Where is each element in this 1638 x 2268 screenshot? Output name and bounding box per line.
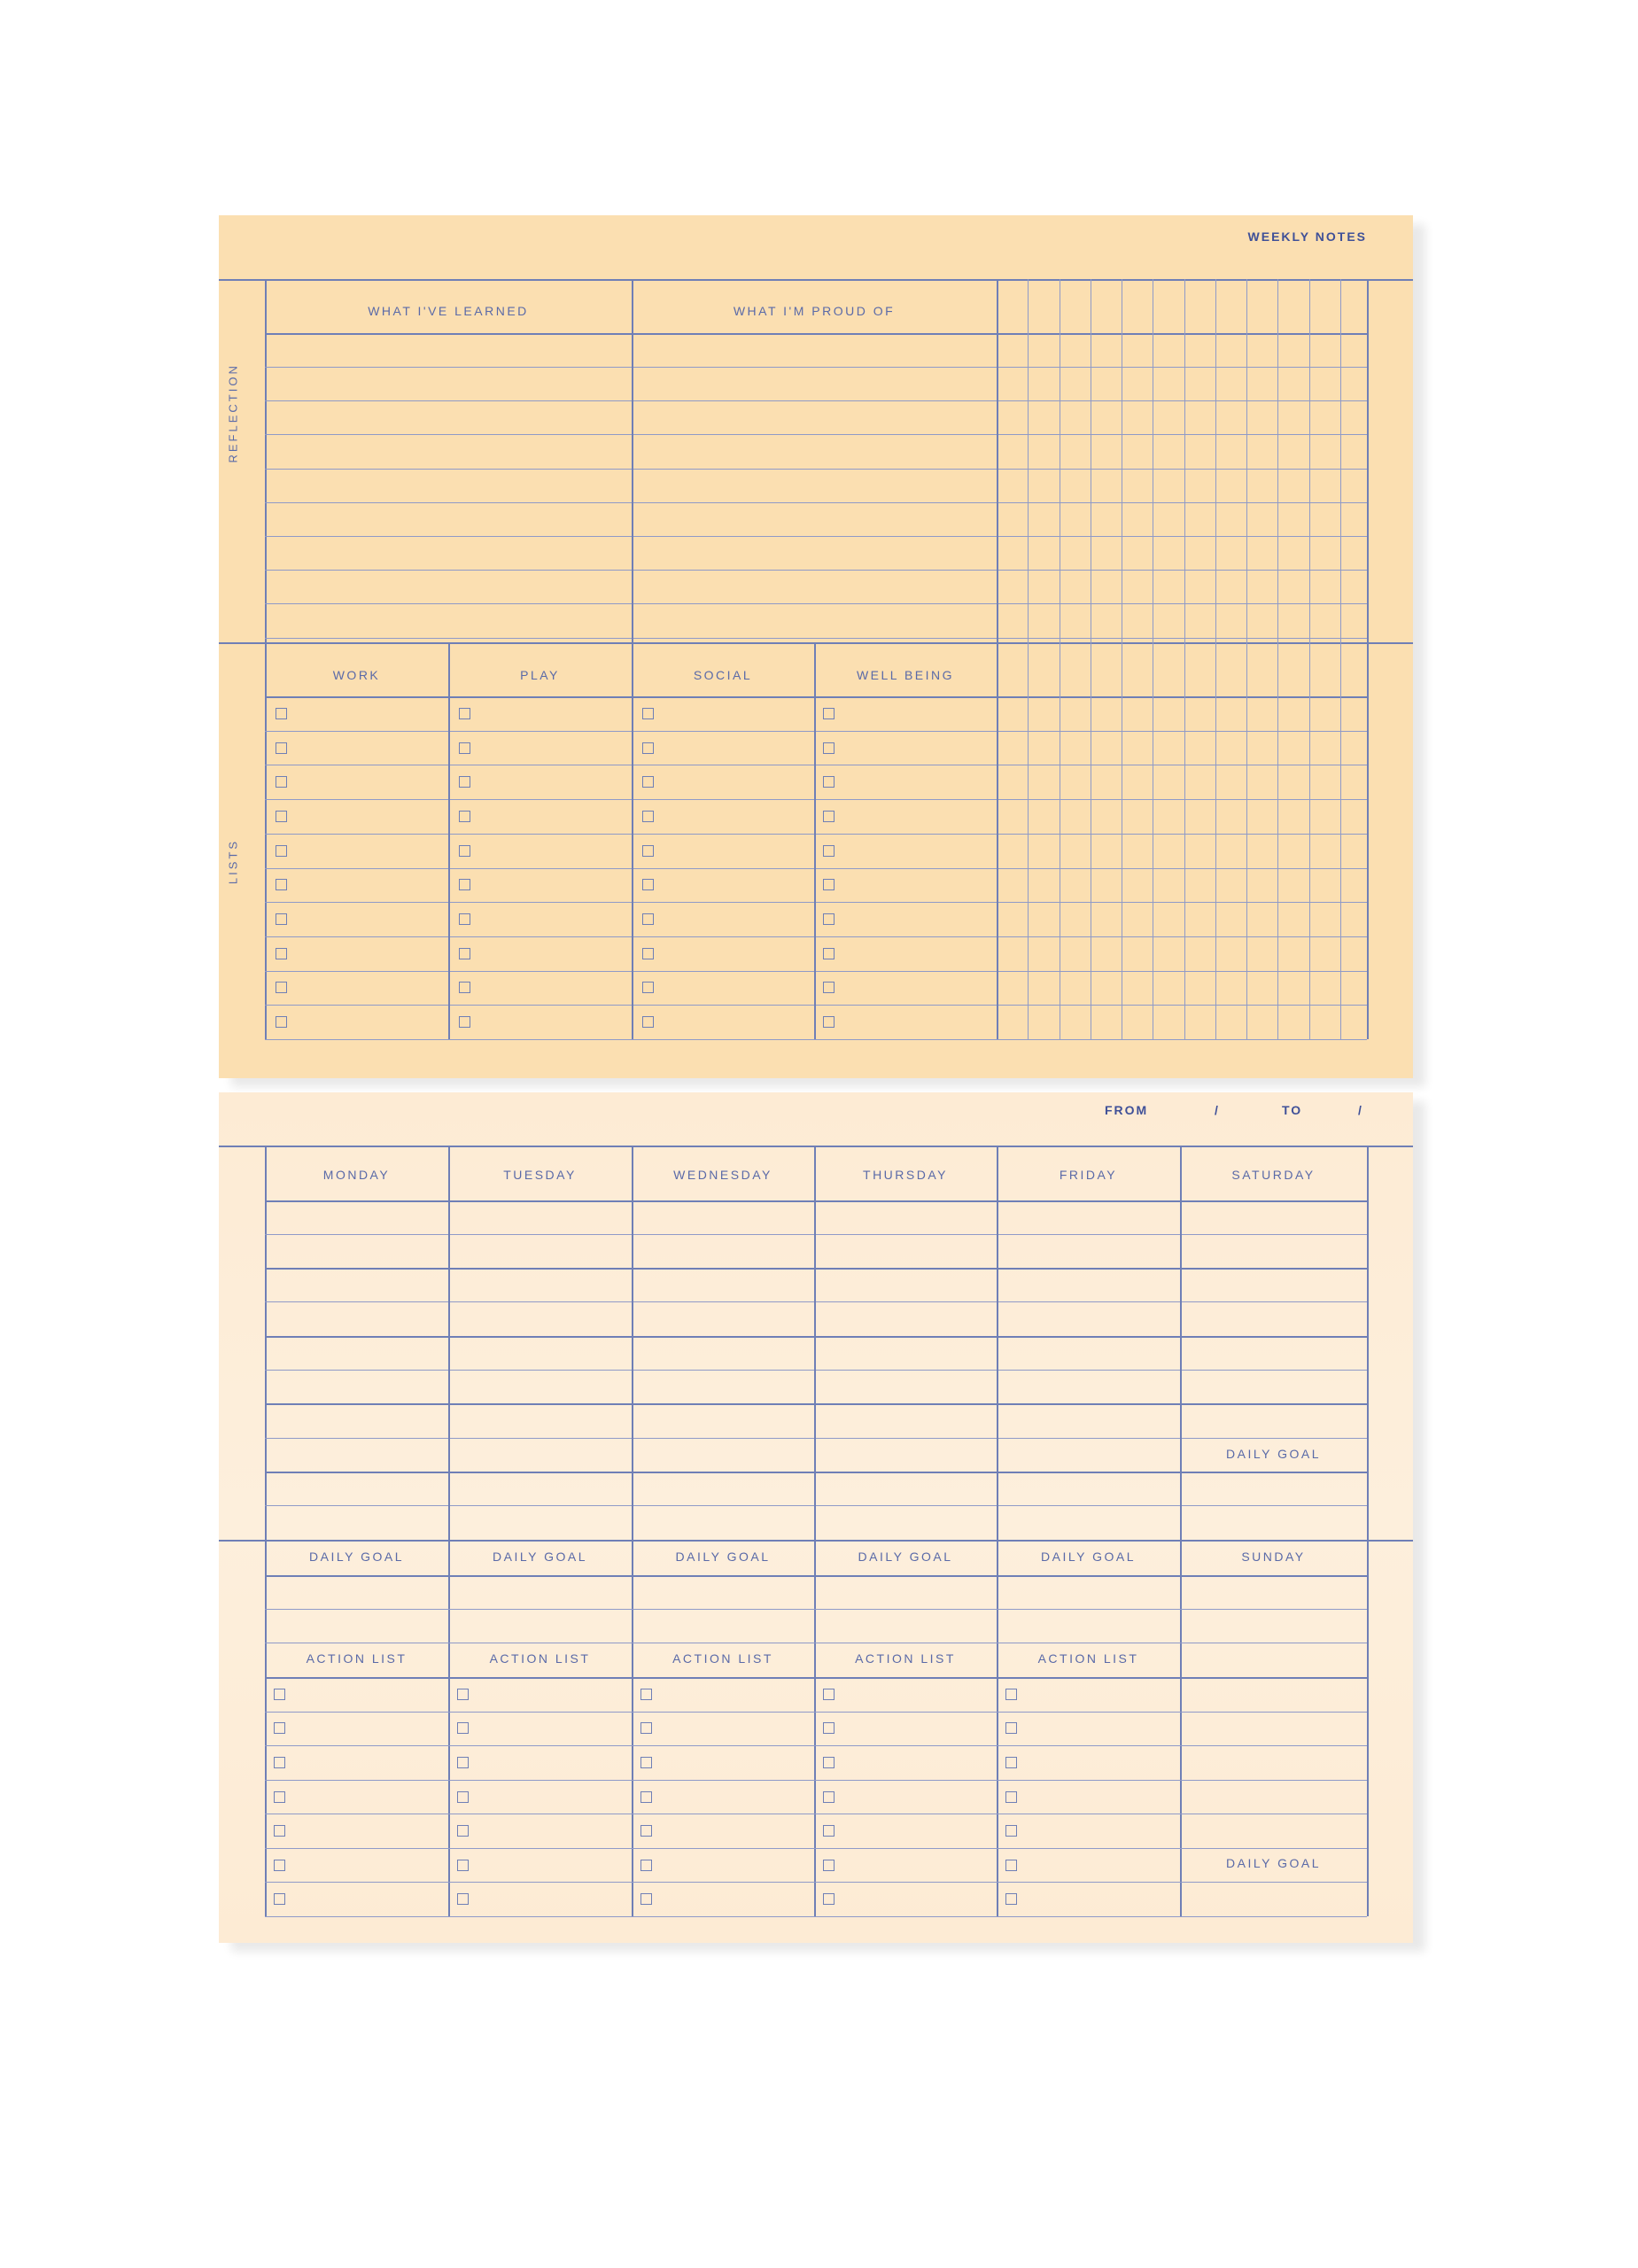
wednesday-action-list: ACTION LIST: [672, 1651, 773, 1666]
tracker-col-line: [1028, 279, 1029, 1039]
planner-line: [265, 1336, 1367, 1338]
planner-line: [265, 1268, 1367, 1270]
list-checkbox[interactable]: [276, 742, 287, 754]
sheet-title: WEEKLY NOTES: [1247, 229, 1367, 244]
action-checkbox[interactable]: [823, 1722, 835, 1734]
list-checkbox[interactable]: [459, 811, 470, 822]
day-col-divider: [814, 1146, 816, 1916]
day-col-divider: [1180, 1146, 1182, 1916]
list-col-divider: [632, 642, 633, 1039]
planner-line: [265, 1234, 1367, 1235]
action-checkbox[interactable]: [274, 1893, 285, 1905]
lists-label: LISTS: [226, 838, 240, 885]
header-rule: [219, 1146, 1413, 1147]
list-checkbox[interactable]: [459, 845, 470, 857]
list-checkbox[interactable]: [459, 913, 470, 925]
list-checkbox[interactable]: [276, 708, 287, 719]
list-line: [265, 936, 1367, 937]
action-checkbox[interactable]: [457, 1791, 469, 1803]
action-checkbox[interactable]: [1005, 1893, 1017, 1905]
list-line: [265, 971, 1367, 972]
action-line: [265, 1745, 1367, 1746]
reflection-line: [265, 367, 1367, 368]
tracker-col-line: [1184, 279, 1185, 1039]
action-checkbox[interactable]: [457, 1689, 469, 1700]
reflection-col-divider: [632, 279, 633, 642]
action-checkbox[interactable]: [640, 1860, 652, 1871]
wednesday-header: WEDNESDAY: [673, 1168, 772, 1182]
list-checkbox[interactable]: [459, 742, 470, 754]
list-checkbox[interactable]: [642, 1016, 654, 1028]
tracker-col-line: [1215, 279, 1216, 1039]
reflection-line: [265, 400, 1367, 401]
thursday-header: THURSDAY: [863, 1168, 948, 1182]
tracker-col-line: [1246, 279, 1247, 1039]
list-checkbox[interactable]: [642, 708, 654, 719]
action-checkbox[interactable]: [1005, 1722, 1017, 1734]
section-divider: [219, 1540, 1413, 1542]
list-checkbox[interactable]: [642, 811, 654, 822]
list-checkbox[interactable]: [459, 1016, 470, 1028]
bottom-rule: [265, 1039, 1367, 1040]
list-checkbox[interactable]: [642, 742, 654, 754]
list-col-divider: [814, 642, 816, 1039]
list-checkbox[interactable]: [823, 742, 835, 754]
list-checkbox[interactable]: [459, 708, 470, 719]
wednesday-daily-goal: DAILY GOAL: [675, 1550, 771, 1564]
list-line: [265, 1005, 1367, 1006]
list-checkbox[interactable]: [276, 982, 287, 993]
goal-line: [265, 1609, 1367, 1610]
lists-header-rule: [265, 696, 1367, 698]
saturday-header: SATURDAY: [1231, 1168, 1316, 1182]
list-checkbox[interactable]: [459, 948, 470, 959]
list-checkbox[interactable]: [823, 1016, 835, 1028]
list-checkbox[interactable]: [823, 776, 835, 788]
list-col-divider: [448, 642, 450, 1039]
action-checkbox[interactable]: [823, 1791, 835, 1803]
action-line: [265, 1780, 1367, 1781]
friday-action-list: ACTION LIST: [1037, 1651, 1139, 1666]
friday-daily-goal: DAILY GOAL: [1041, 1550, 1136, 1564]
action-checkbox[interactable]: [640, 1722, 652, 1734]
reflection-label: REFLECTION: [226, 363, 240, 463]
planner-line: [265, 1301, 1367, 1302]
list-checkbox[interactable]: [823, 879, 835, 890]
planner-line: [265, 1438, 1367, 1439]
action-checkbox[interactable]: [274, 1825, 285, 1837]
action-checkbox[interactable]: [640, 1893, 652, 1905]
list-line: [265, 799, 1367, 800]
bottom-rule: [265, 1916, 1367, 1917]
weekly-notes-sheet: [219, 215, 1413, 1078]
action-checkbox[interactable]: [274, 1791, 285, 1803]
action-checkbox[interactable]: [823, 1757, 835, 1768]
sunday-daily-goal: DAILY GOAL: [1226, 1856, 1321, 1870]
action-checkbox[interactable]: [823, 1860, 835, 1871]
list-line: [265, 731, 1367, 732]
list-checkbox[interactable]: [276, 1016, 287, 1028]
list-checkbox[interactable]: [276, 879, 287, 890]
reflection-header-rule: [265, 333, 1367, 335]
list-checkbox[interactable]: [823, 845, 835, 857]
list-checkbox[interactable]: [459, 982, 470, 993]
sunday-header: SUNDAY: [1241, 1550, 1306, 1564]
monday-header: MONDAY: [322, 1168, 391, 1182]
reflection-line: [265, 434, 1367, 435]
action-checkbox[interactable]: [274, 1860, 285, 1871]
action-checkbox[interactable]: [1005, 1791, 1017, 1803]
action-checkbox[interactable]: [457, 1825, 469, 1837]
reflection-line: [265, 638, 1367, 639]
action-checkbox[interactable]: [274, 1722, 285, 1734]
well-being-header: WELL BEING: [856, 668, 955, 682]
action-checkbox[interactable]: [640, 1689, 652, 1700]
reflection-line: [265, 603, 1367, 604]
list-checkbox[interactable]: [642, 879, 654, 890]
tracker-col-line: [1309, 279, 1310, 1039]
action-checkbox[interactable]: [823, 1893, 835, 1905]
social-header: SOCIAL: [693, 668, 753, 682]
action-checkbox[interactable]: [1005, 1860, 1017, 1871]
day-col-divider: [997, 1146, 998, 1916]
list-checkbox[interactable]: [642, 845, 654, 857]
planner-line: [265, 1472, 1367, 1473]
list-checkbox[interactable]: [276, 913, 287, 925]
list-checkbox[interactable]: [823, 811, 835, 822]
right-margin-line: [1367, 1146, 1369, 1916]
tracker-divider: [997, 279, 998, 1039]
saturday-daily-goal: DAILY GOAL: [1226, 1447, 1321, 1461]
left-margin-line: [265, 1146, 267, 1916]
thursday-action-list: ACTION LIST: [855, 1651, 956, 1666]
list-line: [265, 868, 1367, 869]
monday-daily-goal: DAILY GOAL: [309, 1550, 404, 1564]
action-line: [265, 1712, 1367, 1713]
right-margin-line: [1367, 279, 1369, 1039]
day-col-divider: [632, 1146, 633, 1916]
list-checkbox[interactable]: [459, 879, 470, 890]
goal-header-rule: [265, 1575, 1367, 1577]
tuesday-daily-goal: DAILY GOAL: [493, 1550, 587, 1564]
proud-header: WHAT I'M PROUD OF: [733, 304, 896, 318]
list-checkbox[interactable]: [642, 776, 654, 788]
date-separator-1[interactable]: /: [1215, 1103, 1220, 1117]
reflection-line: [265, 502, 1367, 503]
action-line: [265, 1848, 1367, 1849]
list-line: [265, 834, 1367, 835]
tracker-col-line: [1340, 279, 1341, 1039]
play-header: PLAY: [520, 668, 560, 682]
list-checkbox[interactable]: [276, 948, 287, 959]
learned-header: WHAT I'VE LEARNED: [368, 304, 529, 318]
left-margin-line: [265, 279, 267, 1039]
from-label: FROM: [1105, 1103, 1149, 1117]
monday-action-list: ACTION LIST: [306, 1651, 408, 1666]
reflection-line: [265, 536, 1367, 537]
action-checkbox[interactable]: [274, 1689, 285, 1700]
list-checkbox[interactable]: [276, 776, 287, 788]
list-checkbox[interactable]: [642, 982, 654, 993]
action-line: [265, 1882, 1367, 1883]
friday-header: FRIDAY: [1059, 1168, 1118, 1182]
list-line: [265, 902, 1367, 903]
tracker-col-line: [1277, 279, 1278, 1039]
list-checkbox[interactable]: [823, 982, 835, 993]
list-checkbox[interactable]: [276, 845, 287, 857]
planner-line: [265, 1505, 1367, 1506]
action-header-rule: [265, 1677, 1367, 1679]
work-header: WORK: [332, 668, 381, 682]
days-header-rule: [265, 1200, 1367, 1202]
tuesday-header: TUESDAY: [503, 1168, 577, 1182]
list-checkbox[interactable]: [823, 913, 835, 925]
week-planner-sheet: [219, 1092, 1413, 1943]
list-checkbox[interactable]: [823, 708, 835, 719]
action-checkbox[interactable]: [457, 1860, 469, 1871]
reflection-line: [265, 469, 1367, 470]
reflection-line: [265, 570, 1367, 571]
action-checkbox[interactable]: [457, 1722, 469, 1734]
action-checkbox[interactable]: [640, 1757, 652, 1768]
list-checkbox[interactable]: [823, 948, 835, 959]
to-label: TO: [1282, 1103, 1303, 1117]
action-checkbox[interactable]: [1005, 1825, 1017, 1837]
action-checkbox[interactable]: [1005, 1689, 1017, 1700]
action-checkbox[interactable]: [274, 1757, 285, 1768]
list-checkbox[interactable]: [459, 776, 470, 788]
action-checkbox[interactable]: [823, 1825, 835, 1837]
list-checkbox[interactable]: [276, 811, 287, 822]
day-col-divider: [448, 1146, 450, 1916]
planner-line: [265, 1403, 1367, 1405]
planner-line: [265, 1370, 1367, 1371]
action-checkbox[interactable]: [823, 1689, 835, 1700]
action-checkbox[interactable]: [457, 1757, 469, 1768]
action-checkbox[interactable]: [640, 1825, 652, 1837]
header-rule: [219, 279, 1413, 281]
list-checkbox[interactable]: [642, 948, 654, 959]
section-divider: [219, 642, 1413, 644]
thursday-daily-goal: DAILY GOAL: [858, 1550, 953, 1564]
action-checkbox[interactable]: [457, 1893, 469, 1905]
list-checkbox[interactable]: [642, 913, 654, 925]
action-checkbox[interactable]: [640, 1791, 652, 1803]
tuesday-action-list: ACTION LIST: [489, 1651, 591, 1666]
date-separator-2[interactable]: /: [1358, 1103, 1363, 1117]
action-checkbox[interactable]: [1005, 1757, 1017, 1768]
